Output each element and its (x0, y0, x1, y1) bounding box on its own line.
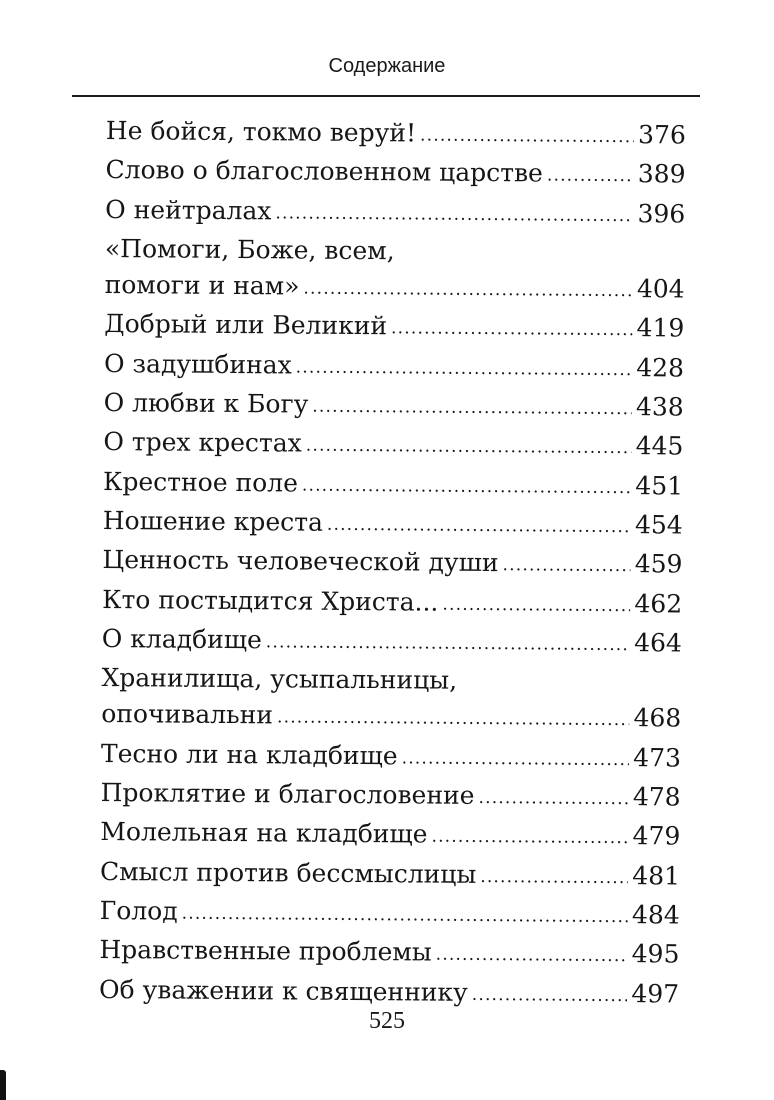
toc-entry (104, 346, 684, 390)
dot-leader (431, 816, 628, 857)
dot-leader (436, 934, 628, 975)
toc-entry-page: 451 (635, 470, 684, 501)
dot-leader (303, 268, 633, 310)
toc-entry-page: 495 (631, 939, 680, 969)
toc-entry-title: Добрый или Великий (104, 309, 388, 341)
toc-entry-title: опочивальни (101, 699, 274, 730)
toc-entry (100, 893, 680, 937)
toc-entry-page: 468 (633, 703, 682, 733)
toc-entry (102, 582, 682, 626)
toc-entry-title: Молельная на кладбище (100, 817, 428, 849)
dot-leader (391, 308, 633, 349)
dot-leader (266, 621, 631, 663)
toc-entry-title: О любви к Богу (103, 388, 309, 419)
toc-entry-page: 459 (634, 549, 683, 579)
toc-entry-title: Голод (99, 895, 178, 926)
toc-entry (103, 464, 683, 508)
dot-leader (306, 425, 632, 467)
toc-entry-page: 481 (632, 860, 681, 891)
toc-entry-page: 478 (632, 782, 681, 812)
toc-entry-page: 445 (635, 431, 684, 461)
toc-entry (103, 424, 683, 468)
toc-entry (106, 113, 686, 157)
toc-entry-title: О трех крестах (103, 427, 302, 458)
toc-entry (102, 542, 682, 586)
dot-leader (182, 893, 629, 936)
toc-entry-title: Кто постыдится Христа... (102, 584, 439, 617)
dot-leader (296, 346, 633, 388)
dot-leader (402, 737, 630, 778)
toc-entry-title-line1: Хранилища, усыпальницы, (101, 663, 458, 695)
toc-entry-page: 473 (633, 742, 682, 773)
toc-entry (102, 621, 682, 665)
toc-entry (104, 231, 685, 311)
toc-entry-title: Не бойся, токмо веруй! (105, 115, 417, 148)
dot-leader (480, 856, 628, 896)
toc-entry (100, 775, 680, 819)
toc-entry (104, 306, 684, 350)
toc-entry (105, 152, 685, 196)
toc-entry (100, 814, 680, 858)
toc-entry-title: Проклятие и благословение (100, 778, 475, 810)
toc-entry (105, 192, 685, 236)
toc-entry-title-line1: «Помоги, Боже, всем, (104, 233, 395, 266)
toc-entry-title: Ценность человеческой души (102, 545, 499, 578)
dot-leader (478, 777, 629, 817)
toc-entry-title: О кладбище (101, 623, 262, 655)
table-of-contents (99, 113, 686, 1015)
dot-leader (302, 464, 632, 506)
dot-leader (327, 504, 631, 546)
dot-leader (277, 697, 630, 739)
toc-entry-page: 419 (636, 313, 685, 344)
dot-leader (502, 544, 630, 584)
toc-entry (104, 385, 684, 429)
toc-entry-page: 428 (636, 352, 685, 383)
dot-leader (420, 114, 634, 155)
dot-leader (442, 583, 630, 624)
toc-entry-page: 462 (634, 588, 683, 619)
toc-entry-page: 376 (638, 120, 686, 150)
toc-entry-title: Нравственные проблемы (99, 935, 432, 967)
toc-entry-title: О задушбинах (103, 348, 292, 380)
header-rule (72, 95, 700, 97)
toc-entry (100, 854, 680, 898)
toc-entry-title: Ношение креста (102, 505, 324, 537)
toc-entry-title: Слово о благословенном царстве (105, 155, 544, 188)
toc-entry-page: 396 (637, 198, 686, 229)
toc-entry-page: 389 (637, 159, 686, 189)
toc-entry-page: 497 (631, 978, 680, 1009)
toc-entry (103, 503, 683, 547)
running-header-title: Содержание (328, 55, 446, 77)
dot-leader (312, 386, 632, 428)
toc-entry-page: 404 (636, 274, 685, 304)
toc-entry (99, 932, 679, 976)
toc-entry-title: Крестное поле (102, 466, 299, 498)
toc-entry-page: 479 (632, 821, 681, 851)
toc-entry (101, 660, 682, 740)
dot-leader (547, 155, 634, 195)
toc-entry-title: Тесно ли на кладбище (100, 738, 398, 771)
toc-entry-page: 484 (631, 900, 680, 930)
toc-entry-page: 464 (634, 628, 682, 658)
dot-leader (275, 192, 633, 234)
toc-entry (101, 736, 681, 780)
toc-entry-title: О нейтралах (105, 194, 272, 225)
toc-entry-title: помоги и нам» (104, 270, 300, 301)
toc-entry-page: 454 (634, 510, 683, 540)
toc-entry-title: Об уважении к священнику (99, 974, 468, 1007)
toc-entry-title: Смысл против бессмыслицы (99, 856, 477, 889)
folio-page-number: 525 (369, 1008, 405, 1034)
scan-edge-mark (0, 1070, 6, 1100)
toc-entry-page: 438 (635, 392, 684, 422)
